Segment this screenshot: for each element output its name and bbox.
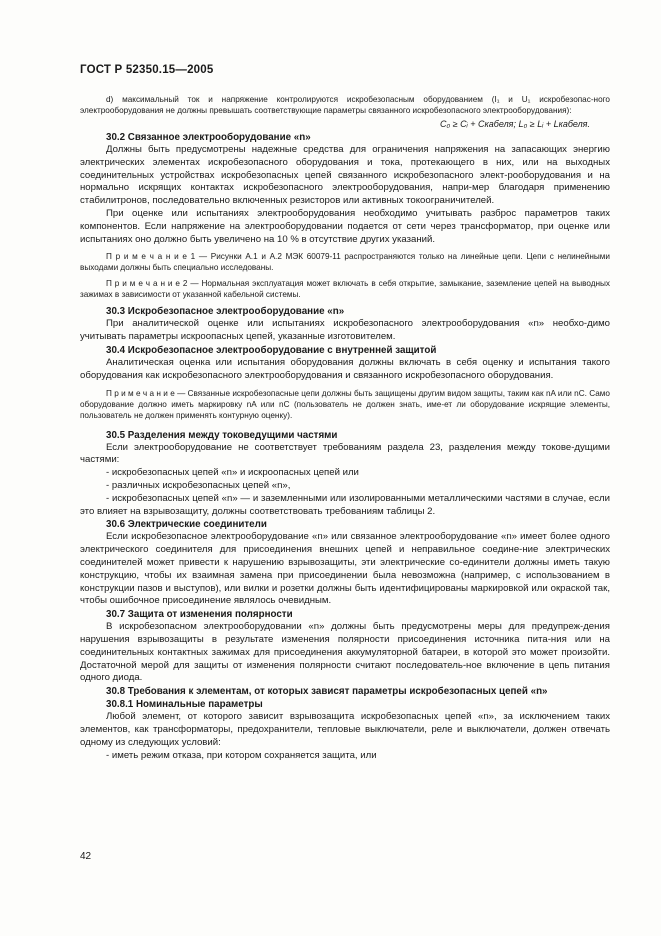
section-30-5-title: 30.5 Разделения между токоведущими частями [106,429,338,441]
section-30-4-title: 30.4 Искробезопасное электрооборудование с внутренней защитой [106,344,437,356]
note-2: П р и м е ч а н и е 2 — Нормальная эксплуатация может включать в себя открытие, замыкание, заземление цепей на выводных зажимах в зависимости от указанной кабельной системы. [80,279,610,300]
note-1: П р и м е ч а н и е 1 — Рисунки А.1 и А.2 МЭК 60079-11 распространяются только на линейные цепи. Цепи с нелинейными выходами должны быть специально исследованы. [80,252,610,273]
page-number: 42 [80,851,92,862]
page-content [80,94,610,762]
list-item: - различных искробезопасных цепей «n», [106,479,291,491]
section-30-7-paragraph: В искробезопасном электрооборудовании «n» должны быть предусмотрены меры для предупреж-дения нарушения взрывозащиты в результате изменения полярности присоединения источника пита-ния или на соединительных контактных зажимах для присоединения аккумуляторной батареи, в которой это может произойти. Достаточной мерой для защиты от изменения полярности считают последователь-ное включение в цепь питания одного диода. [80,621,610,684]
section-30-2-paragraph: Должны быть предусмотрены надежные средства для ограничения напряжения на запасающих энергию электрических элементах искробезопасного оборудования и тока, протекающего в них, или на выходных соединительных устройствах искробезопасных цепей связанного искробезопасного элект-рооборудования и на нормально искрящих контактах искробезопасного электрооборудования, напри-мер благодаря применению стабилитронов, последовательно включенных резисторов или активных токоограничителей. [80,144,610,207]
section-30-6-title: 30.6 Электрические соединители [106,519,267,531]
paragraph-d: d) максимальный ток и напряжение контролируются искробезопасным оборудованием (I₁ и U₁ искробезопас-ного электрооборудования не должны превышать соответствующие параметры связанного искробезопасного электрооборудования): [80,95,610,115]
list-item: - искробезопасных цепей «n» и искроопасных цепей или [106,467,359,479]
section-30-6-paragraph: Если искробезопасное электрооборудование «n» или связанное электрооборудование «n» имеет более одного электрического соединителя для присоединения внешних цепей и неправильное соедине-ние электрических соединителей может привести к нарушению взрывозащиты, эти электрические со-единители должны иметь такую конструкцию, чтобы их взаимная замена при присоединении была невозможна (например, с использованием в конструкции пазов и выступов), или вилки и розетки должны быть идентифицированы маркировкой или окраской так, чтобы ошибочное присоединение являлось очевидным. [80,531,610,607]
document-header: ГОСТ Р 52350.15—2005 [80,64,214,76]
section-30-3-title: 30.3 Искробезопасное электрооборудование «n» [106,306,345,318]
section-30-8-1-paragraph: Любой элемент, от которого зависит взрывозащита искробезопасных цепей «n», за исключением таких элементов, как трансформаторы, предохранители, тепловые выключатели, реле и выключатели, должен отвечать одному из следующих условий: [80,711,610,748]
section-30-3-paragraph: При аналитической оценке или испытаниях искробезопасного электрооборудования «n» необхо-димо учитывать параметры искроопасных цепей, указанные изготовителем. [80,318,610,343]
formula: C₀ ≥ Cᵢ + Cкабеля; L₀ ≥ Lᵢ + Lкабеля. [439,119,590,129]
note-3: П р и м е ч а н и е — Связанные искробезопасные цепи должны быть защищены другим видом защиты, таким как nA или nC. Само оборудование должно иметь маркировку nA или nC (пользователь не должен знать, име-ет ли оборудование искрящие элементы, пользователь не должен применять контурную оценку). [80,388,610,420]
list-item: - иметь режим отказа, при котором сохраняется защита, или [106,749,377,761]
section-30-2-paragraph: При оценке или испытаниях электрооборудования необходимо учитывать разброс параметров таких компонентов. Если напряжение на электрооборудовании подается от сети через трансформатор, при оценке или испытаниях оно должно быть увеличено на 10 % в отсутствие других указаний. [80,207,610,245]
section-30-7-title: 30.7 Защита от изменения полярности [106,609,293,621]
section-30-8-1-title: 30.8.1 Номинальные параметры [106,699,263,711]
list-item: - искробезопасных цепей «n» — и заземленными или изолированными металлическими частями в случае, если это влияет на взрывозащиту, должны соответствовать требованиям таблицы 2. [80,492,610,517]
section-30-4-paragraph: Аналитическая оценка или испытания оборудования должны включать в себя оценку и испытания такого оборудования как искробезопасного электрооборудования и связанного искробезопасного оборудования. [80,356,610,381]
section-30-2-title: 30.2 Связанное электрооборудование «n» [106,132,311,143]
section-30-8-title: 30.8 Требования к элементам, от которых зависят параметры искробезопасных цепей «n» [106,686,548,698]
section-30-5-paragraph: Если электрооборудование не соответствует требованиям раздела 23, разделения между токове-дущими частями: [80,441,610,466]
